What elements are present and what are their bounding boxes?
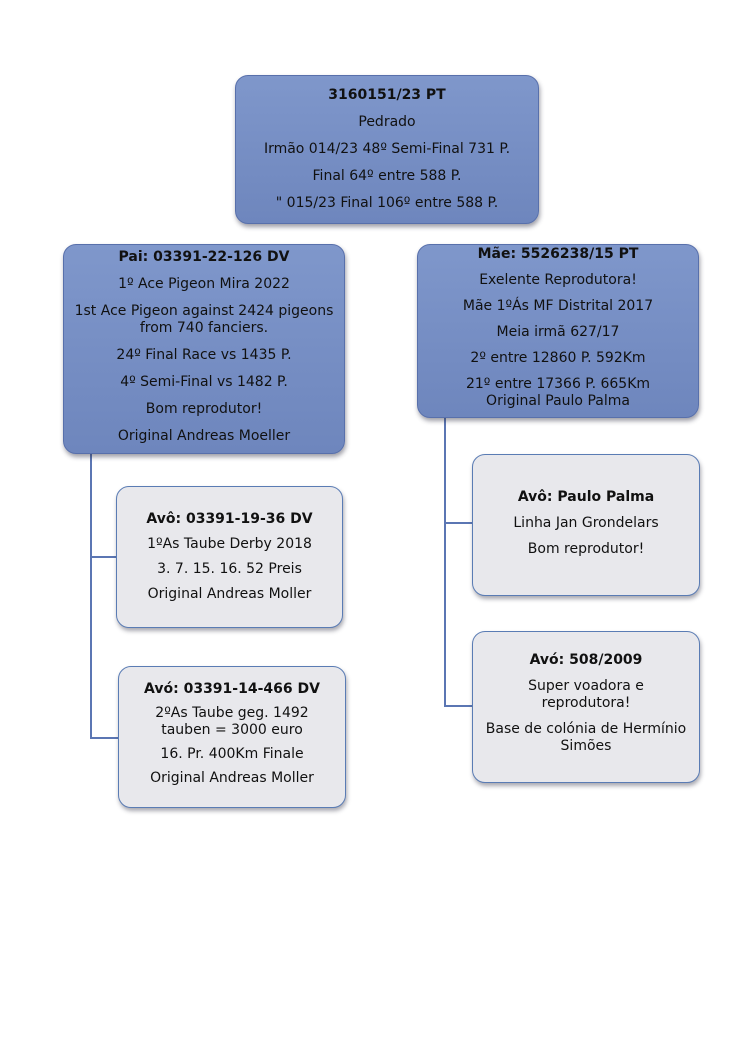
sire-line: 4º Semi-Final vs 1482 P. — [120, 374, 288, 390]
subject-line: " 015/23 Final 106º entre 588 P. — [275, 195, 499, 211]
paternal-granddam-line: 2ºAs Taube geg. 1492 tauben = 3000 euro — [155, 705, 309, 738]
paternal-grandsire-title: Avô: 03391-19-36 DV — [146, 511, 313, 527]
sire-to-grandsire-connector — [90, 556, 118, 558]
dam-line: Exelente Reprodutora! — [479, 272, 637, 288]
sire-line: 1st Ace Pigeon against 2424 pigeons from 740 fanciers. — [74, 303, 334, 336]
paternal-grandsire-line: 1ºAs Taube Derby 2018 — [147, 536, 312, 552]
dam-line: Meia irmã 627/17 — [496, 324, 620, 340]
paternal-granddam-line: Original Andreas Moller — [150, 770, 314, 786]
sire-line: 24º Final Race vs 1435 P. — [116, 347, 292, 363]
dam-to-grandsire-connector — [444, 522, 474, 524]
sire-title: Pai: 03391-22-126 DV — [118, 249, 290, 265]
sire-line: Bom reprodutor! — [145, 401, 263, 417]
maternal-granddam-box — [472, 631, 700, 783]
sire-to-granddam-connector — [90, 737, 120, 739]
subject-pigeon-box — [235, 75, 539, 224]
dam-connector-vertical — [444, 416, 446, 707]
maternal-grandsire-box — [472, 454, 700, 596]
dam-to-granddam-connector — [444, 705, 474, 707]
maternal-granddam-title: Avó: 508/2009 — [529, 652, 643, 668]
paternal-grandsire-box — [116, 486, 343, 628]
subject-line: Irmão 014/23 48º Semi-Final 731 P. — [263, 141, 511, 157]
maternal-grandsire-line: Linha Jan Grondelars — [513, 515, 659, 531]
sire-line: Original Andreas Moeller — [117, 428, 291, 444]
subject-line: Final 64º entre 588 P. — [312, 168, 462, 184]
paternal-granddam-box — [118, 666, 346, 808]
paternal-granddam-line: 16. Pr. 400Km Finale — [160, 746, 304, 762]
maternal-grandsire-title: Avô: Paulo Palma — [517, 489, 655, 505]
sire-connector-vertical — [90, 452, 92, 738]
subject-ring-number: 3160151/23 PT — [328, 87, 446, 103]
maternal-grandsire-line: Bom reprodutor! — [527, 541, 645, 557]
dam-line: Mãe 1ºÁs MF Distrital 2017 — [462, 298, 654, 314]
paternal-grandsire-line: Original Andreas Moller — [147, 586, 312, 602]
dam-line: 21º entre 17366 P. 665Km — [465, 376, 651, 392]
paternal-grandsire-line: 3. 7. 15. 16. 52 Preis — [157, 561, 302, 577]
subject-line: Pedrado — [358, 114, 416, 130]
maternal-granddam-line: Super voadora e reprodutora! — [528, 678, 644, 711]
sire-line: 1º Ace Pigeon Mira 2022 — [118, 276, 290, 292]
dam-line: Original Paulo Palma — [486, 393, 630, 409]
sire-box — [63, 244, 345, 454]
maternal-granddam-line: Base de colónia de Hermínio Simões — [485, 721, 687, 754]
dam-box — [417, 244, 699, 418]
dam-line: 2º entre 12860 P. 592Km — [470, 350, 646, 366]
paternal-granddam-title: Avó: 03391-14-466 DV — [144, 681, 320, 697]
dam-title: Mãe: 5526238/15 PT — [477, 246, 639, 262]
